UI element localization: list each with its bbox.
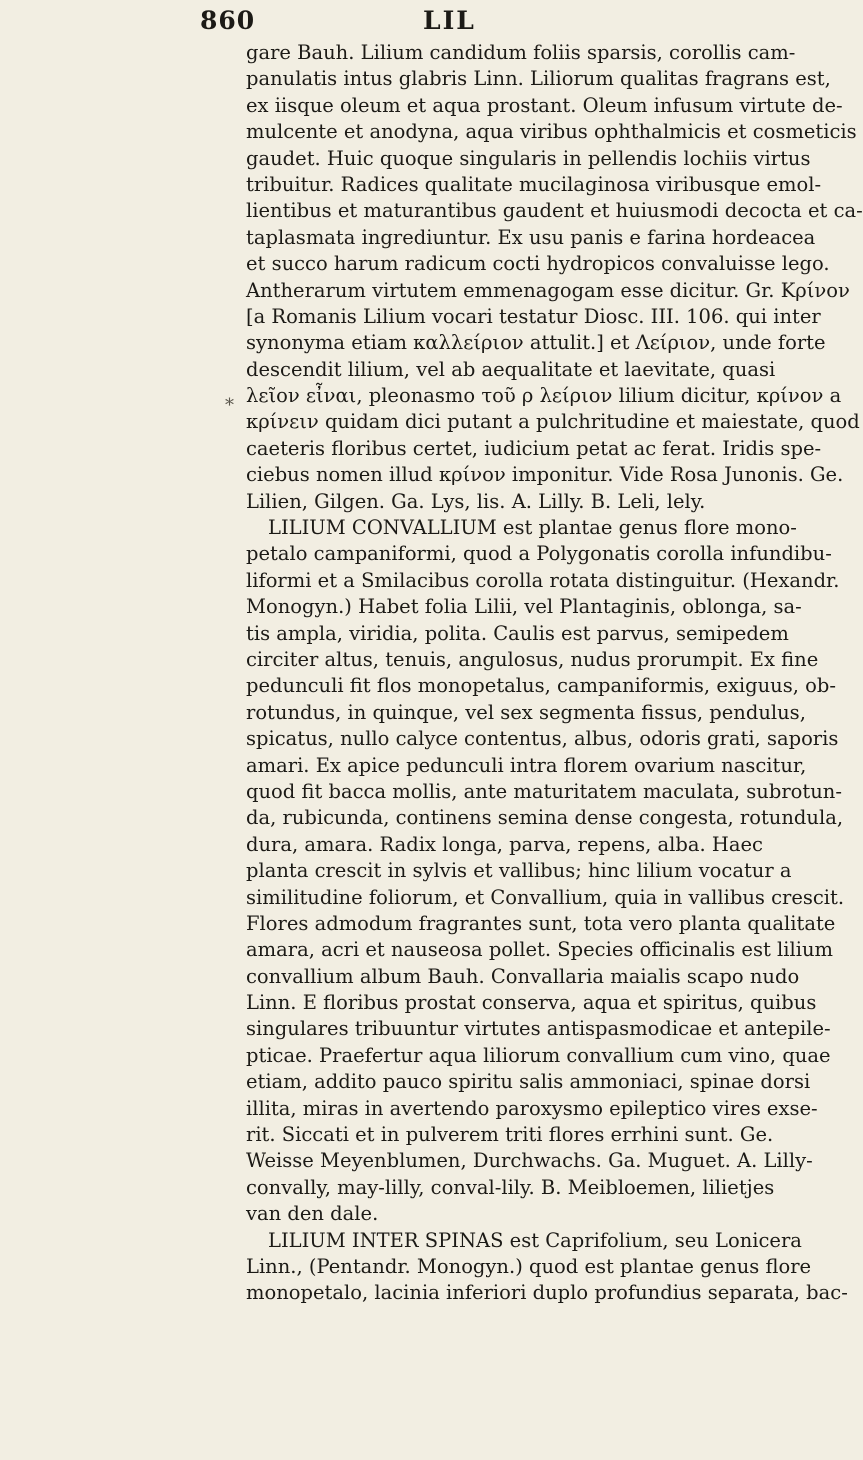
text-line: amari. Ex apice pedunculi intra florem ovarium nascitur, [246, 753, 807, 777]
text-line: etiam, addito pauco spiritu salis ammoniaci, spinae dorsi [246, 1070, 811, 1094]
text-line: van den dale. [246, 1202, 379, 1226]
text-line: liformi et a Smilacibus corolla rotata distinguitur. (Hexandr. [246, 568, 840, 592]
entry-heading-line: LILIUM CONVALLIUM est plantae genus flore mono- [268, 516, 797, 540]
text-line: Antherarum virtutem emmenagogam esse dicitur. Gr. Κρίνον [246, 278, 850, 302]
margin-mark-asterisk: * [225, 395, 234, 416]
text-line: Flores admodum fragrantes sunt, tota vero planta qualitate [246, 911, 836, 935]
text-line: κρίνειν quidam dici putant a pulchritudine et maiestate, quod [246, 410, 860, 434]
text-line: rit. Siccati et in pulverem triti flores errhini sunt. Ge. [246, 1123, 774, 1147]
text-line: [a Romanis Lilium vocari testatur Diosc. III. 106. qui inter [246, 304, 821, 328]
text-line: Weisse Meyenblumen, Durchwachs. Ga. Muguet. A. Lilly- [246, 1149, 813, 1173]
text-line: Linn. E floribus prostat conserva, aqua et spiritus, quibus [246, 991, 817, 1015]
text-line: convallium album Bauh. Convallaria maialis scapo nudo [246, 964, 800, 988]
text-line: pticae. Praefertur aqua liliorum convallium cum vino, quae [246, 1043, 831, 1067]
text-line: ciebus nomen illud κρίνον imponitur. Vide Rosa Junonis. Ge. [246, 463, 844, 487]
text-line: quod fit bacca mollis, ante maturitatem maculata, subrotun- [246, 779, 842, 803]
text-line: mulcente et anodyna, aqua viribus ophthalmicis et cosmeticis [246, 120, 857, 144]
text-line: rotundus, in quinque, vel sex segmenta fissus, pendulus, [246, 700, 806, 724]
text-line: panulatis intus glabris Linn. Liliorum qualitas fragrans est, [246, 67, 831, 91]
text-line: petalo campaniformi, quod a Polygonatis corolla infundibu- [246, 542, 832, 566]
text-line: Lilien, Gilgen. Ga. Lys, lis. A. Lilly. B. Leli, lely. [246, 489, 706, 513]
text-line: caeteris floribus certet, iudicium petat ac ferat. Iridis spe- [246, 436, 822, 460]
text-line: spicatus, nullo calyce contentus, albus, odoris grati, saporis [246, 727, 839, 751]
text-line: gare Bauh. Lilium candidum foliis sparsis, corollis cam- [246, 41, 796, 64]
text-line: tis ampla, viridia, polita. Caulis est parvus, semipedem [246, 621, 789, 645]
text-line: similitudine foliorum, et Convallium, quia in vallibus crescit. [246, 885, 845, 909]
text-line: et succo harum radicum cocti hydropicos convaluisse lego. [246, 252, 830, 276]
text-line: lientibus et maturantibus gaudent et huiusmodi decocta et ca- [246, 199, 863, 223]
text-line: Monogyn.) Habet folia Lilii, vel Plantaginis, oblonga, sa- [246, 595, 802, 619]
text-line: Linn., (Pentandr. Monogyn.) quod est plantae genus flore [246, 1254, 812, 1278]
text-line: λεῖον εἶναι, pleonasmo τοῦ ρ λείριον lilium dicitur, κρίνον a [246, 384, 842, 408]
text-line: synonyma etiam καλλείριον attulit.] et Λείριον, unde forte [246, 331, 826, 355]
text-line: singulares tribuuntur virtutes antispasmodicae et antepile- [246, 1017, 831, 1041]
text-line: taplasmata ingrediuntur. Ex usu panis e farina hordeacea [246, 225, 816, 249]
text-line: pedunculi fit flos monopetalus, campaniformis, exiguus, ob- [246, 674, 836, 698]
body-text [246, 40, 863, 1307]
text-line: dura, amara. Radix longa, parva, repens, alba. Haec [246, 832, 763, 856]
page-number: 860 [200, 6, 256, 35]
entry-heading-line: LILIUM INTER SPINAS est Caprifolium, seu Lonicera [268, 1228, 802, 1252]
text-line: descendit lilium, vel ab aequalitate et laevitate, quasi [246, 357, 776, 381]
text-line: monopetalo, lacinia inferiori duplo profundius separata, bac- [246, 1281, 848, 1305]
text-line: convally, may-lilly, conval-lily. B. Meibloemen, lilietjes [246, 1175, 775, 1199]
text-line: illita, miras in avertendo paroxysmo epileptico vires exse- [246, 1096, 818, 1120]
text-line: amara, acri et nauseosa pollet. Species officinalis est lilium [246, 938, 834, 962]
text-line: da, rubicunda, continens semina dense congesta, rotundula, [246, 806, 844, 830]
text-line: ex iisque oleum et aqua prostant. Oleum infusum virtute de- [246, 93, 843, 117]
text-line: tribuitur. Radices qualitate mucilaginosa viribusque emol- [246, 172, 822, 196]
text-line: gaudet. Huic quoque singularis in pellendis lochiis virtus [246, 146, 811, 170]
text-line: planta crescit in sylvis et vallibus; hinc lilium vocatur a [246, 859, 792, 883]
text-line: circiter altus, tenuis, angulosus, nudus prorumpit. Ex fine [246, 647, 819, 671]
running-head: LIL [423, 6, 476, 35]
